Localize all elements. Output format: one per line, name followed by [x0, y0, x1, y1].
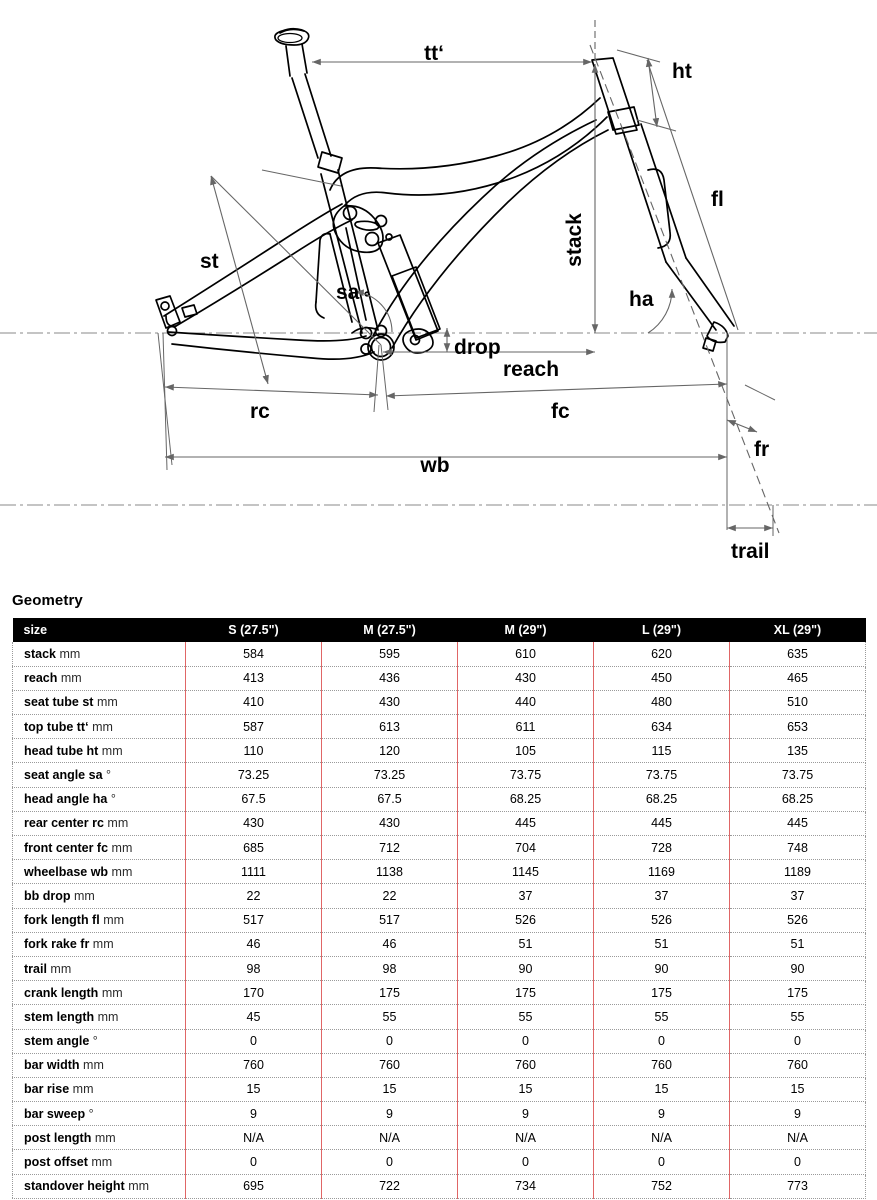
row-label [13, 1126, 186, 1150]
row-label-unit: mm [94, 1130, 116, 1145]
table-row [13, 836, 866, 860]
table-cell: 526 [458, 908, 594, 932]
table-cell: 73.75 [458, 763, 594, 787]
table-cell: 465 [730, 666, 866, 690]
table-cell: 722 [322, 1174, 458, 1198]
table-cell: 175 [594, 981, 730, 1005]
row-label-name: stem angle [24, 1034, 90, 1049]
table-cell: 115 [594, 739, 730, 763]
row-label-name: head tube ht [24, 743, 99, 758]
row-label-name: stem length [24, 1009, 95, 1024]
table-cell: 68.25 [458, 787, 594, 811]
label-reach: reach [503, 358, 560, 381]
table-cell: 55 [730, 1005, 866, 1029]
table-cell: 46 [186, 932, 322, 956]
table-cell: 695 [186, 1174, 322, 1198]
table-cell: 0 [730, 1150, 866, 1174]
table-cell: 15 [322, 1077, 458, 1101]
row-label-unit: mm [103, 913, 125, 928]
table-cell: 0 [458, 1029, 594, 1053]
row-label-name: trail [24, 961, 47, 976]
table-cell: 480 [594, 690, 730, 714]
table-cell: 653 [730, 715, 866, 739]
row-label-unit: mm [101, 743, 123, 758]
table-cell: 1111 [186, 860, 322, 884]
row-label [13, 884, 186, 908]
table-cell: 704 [458, 836, 594, 860]
row-label-unit: mm [111, 864, 133, 879]
row-label-unit: mm [91, 1155, 113, 1170]
row-label [13, 932, 186, 956]
table-cell: 120 [322, 739, 458, 763]
table-row [13, 642, 866, 666]
row-label [13, 811, 186, 835]
table-cell: 584 [186, 642, 322, 666]
table-cell: 430 [186, 811, 322, 835]
table-cell: 90 [458, 956, 594, 980]
dimension-labels [200, 42, 770, 563]
label-stack: stack [563, 213, 586, 267]
label-st: st [200, 250, 219, 273]
table-cell: 1145 [458, 860, 594, 884]
table-row [13, 1174, 866, 1198]
table-cell: 611 [458, 715, 594, 739]
table-cell: N/A [458, 1126, 594, 1150]
row-label-name: wheelbase wb [24, 864, 109, 879]
label-rc: rc [250, 400, 270, 423]
table-cell: 1169 [594, 860, 730, 884]
row-label-unit: mm [92, 719, 113, 734]
table-cell: 734 [458, 1174, 594, 1198]
column-header-l-29: L (29") [594, 618, 730, 642]
table-cell: 15 [730, 1077, 866, 1101]
table-cell: 413 [186, 666, 322, 690]
table-cell: 760 [186, 1053, 322, 1077]
row-label-unit: mm [92, 937, 114, 952]
table-header [13, 618, 866, 642]
table-cell: 9 [594, 1102, 730, 1126]
table-cell: 15 [594, 1077, 730, 1101]
label-fc: fc [551, 400, 570, 423]
table-cell: 22 [186, 884, 322, 908]
row-label [13, 715, 186, 739]
table-cell: 0 [594, 1150, 730, 1174]
table-cell: 90 [730, 956, 866, 980]
label-trail: trail [731, 540, 770, 563]
table-cell: N/A [594, 1126, 730, 1150]
row-label-name: bar width [24, 1058, 80, 1073]
row-label-name: head angle ha [24, 792, 108, 807]
table-cell: 760 [594, 1053, 730, 1077]
table-header-row [13, 618, 866, 642]
row-label [13, 1150, 186, 1174]
label-fl: fl [711, 188, 724, 211]
row-label-unit: mm [111, 840, 133, 855]
row-label-name: bar sweep [24, 1106, 86, 1121]
label-ht: ht [672, 60, 692, 83]
row-label [13, 642, 186, 666]
row-label-unit: mm [101, 985, 123, 1000]
table-cell: 517 [186, 908, 322, 932]
row-label-name: fork length fl [24, 913, 100, 928]
table-cell: 445 [730, 811, 866, 835]
diagram-centerlines [0, 333, 877, 505]
column-header-xl-29: XL (29") [730, 618, 866, 642]
table-cell: 526 [594, 908, 730, 932]
table-cell: 110 [186, 739, 322, 763]
table-row [13, 860, 866, 884]
table-cell: 51 [594, 932, 730, 956]
table-cell: 51 [730, 932, 866, 956]
row-label-name: stack [24, 646, 56, 661]
table-cell: 51 [458, 932, 594, 956]
table-row [13, 715, 866, 739]
label-tt: tt‘ [424, 42, 444, 65]
dimension-lines [158, 20, 779, 536]
table-row [13, 763, 866, 787]
table-cell: 170 [186, 981, 322, 1005]
row-label [13, 860, 186, 884]
row-label [13, 981, 186, 1005]
column-header-m-29: M (29") [458, 618, 594, 642]
row-label [13, 739, 186, 763]
table-cell: 634 [594, 715, 730, 739]
row-label-name: top tube tt‘ [24, 719, 89, 734]
table-cell: 73.25 [186, 763, 322, 787]
table-cell: 37 [594, 884, 730, 908]
row-label-name: seat angle sa [24, 768, 103, 783]
table-row [13, 1150, 866, 1174]
bike-geometry-diagram [0, 0, 877, 588]
row-label [13, 1005, 186, 1029]
table-cell: 748 [730, 836, 866, 860]
row-label [13, 1102, 186, 1126]
table-cell: 1189 [730, 860, 866, 884]
row-label-name: fork rake fr [24, 937, 90, 952]
row-label-unit: mm [128, 1179, 150, 1194]
table-row [13, 1053, 866, 1077]
table-cell: 55 [322, 1005, 458, 1029]
table-row [13, 1126, 866, 1150]
table-cell: 526 [730, 908, 866, 932]
row-label-unit: ° [106, 768, 111, 783]
table-cell: 0 [186, 1150, 322, 1174]
table-cell: 0 [186, 1029, 322, 1053]
table-cell: 445 [458, 811, 594, 835]
row-label-unit: mm [59, 646, 81, 661]
table-row [13, 981, 866, 1005]
table-cell: 105 [458, 739, 594, 763]
table-row [13, 932, 866, 956]
row-label-unit: mm [107, 816, 129, 831]
label-sa: sa [336, 281, 360, 304]
table-row [13, 811, 866, 835]
table-cell: 440 [458, 690, 594, 714]
row-label-unit: mm [96, 695, 118, 710]
row-label-unit: ° [88, 1106, 94, 1121]
table-cell: 15 [186, 1077, 322, 1101]
row-label-name: bar rise [24, 1082, 70, 1097]
table-cell: 445 [594, 811, 730, 835]
table-cell: 90 [594, 956, 730, 980]
row-label-name: post length [24, 1130, 92, 1145]
row-label-unit: mm [72, 1082, 94, 1097]
row-label-unit: mm [83, 1058, 104, 1073]
table-cell: 0 [594, 1029, 730, 1053]
row-label-unit: ° [110, 792, 116, 807]
row-label [13, 1053, 186, 1077]
table-row [13, 666, 866, 690]
row-label-name: crank length [24, 985, 99, 1000]
row-label [13, 956, 186, 980]
row-label [13, 1077, 186, 1101]
table-cell: 430 [322, 690, 458, 714]
table-cell: 0 [322, 1150, 458, 1174]
table-cell: 620 [594, 642, 730, 666]
table-cell: N/A [186, 1126, 322, 1150]
table-cell: 760 [322, 1053, 458, 1077]
table-cell: 510 [730, 690, 866, 714]
row-label-name: reach [24, 671, 58, 686]
table-cell: 9 [322, 1102, 458, 1126]
table-cell: 587 [186, 715, 322, 739]
table-cell: 0 [322, 1029, 458, 1053]
label-drop: drop [454, 336, 501, 359]
table-cell: 67.5 [322, 787, 458, 811]
table-cell: 517 [322, 908, 458, 932]
table-cell: 9 [458, 1102, 594, 1126]
table-cell: 728 [594, 836, 730, 860]
table-cell: 773 [730, 1174, 866, 1198]
table-cell: 73.75 [730, 763, 866, 787]
table-row [13, 690, 866, 714]
table-cell: 46 [322, 932, 458, 956]
table-row [13, 1005, 866, 1029]
table-row [13, 787, 866, 811]
table-cell: 613 [322, 715, 458, 739]
row-label-unit: mm [60, 671, 82, 686]
table-cell: 135 [730, 739, 866, 763]
table-row [13, 1029, 866, 1053]
table-cell: 430 [458, 666, 594, 690]
geometry-table-container [12, 618, 865, 1199]
table-cell: 22 [322, 884, 458, 908]
table-cell: 1138 [322, 860, 458, 884]
table-cell: 635 [730, 642, 866, 666]
table-cell: 0 [730, 1029, 866, 1053]
table-row [13, 884, 866, 908]
row-label-name: front center fc [24, 840, 109, 855]
table-cell: N/A [730, 1126, 866, 1150]
table-cell: 37 [458, 884, 594, 908]
table-cell: N/A [322, 1126, 458, 1150]
table-cell: 760 [730, 1053, 866, 1077]
row-label [13, 1174, 186, 1198]
table-cell: 410 [186, 690, 322, 714]
table-cell: 0 [458, 1150, 594, 1174]
row-label-name: post offset [24, 1155, 88, 1170]
table-row [13, 1077, 866, 1101]
table-cell: 685 [186, 836, 322, 860]
table-cell: 175 [458, 981, 594, 1005]
table-cell: 68.25 [730, 787, 866, 811]
table-cell: 430 [322, 811, 458, 835]
table-cell: 450 [594, 666, 730, 690]
label-wb: wb [420, 454, 450, 477]
table-cell: 98 [186, 956, 322, 980]
row-label-unit: mm [97, 1009, 119, 1024]
table-cell: 712 [322, 836, 458, 860]
label-ha: ha [629, 288, 654, 311]
table-cell: 45 [186, 1005, 322, 1029]
column-header-m-275: M (27.5") [322, 618, 458, 642]
table-cell: 98 [322, 956, 458, 980]
table-cell: 15 [458, 1077, 594, 1101]
geometry-table [12, 618, 866, 1199]
table-cell: 175 [322, 981, 458, 1005]
row-label [13, 787, 186, 811]
row-label [13, 763, 186, 787]
row-label [13, 666, 186, 690]
table-cell: 595 [322, 642, 458, 666]
table-cell: 175 [730, 981, 866, 1005]
table-cell: 37 [730, 884, 866, 908]
column-header-size: size [13, 618, 186, 642]
row-label-name: rear center rc [24, 816, 104, 831]
table-cell: 73.25 [322, 763, 458, 787]
table-body [13, 642, 866, 1198]
table-row [13, 956, 866, 980]
table-row [13, 739, 866, 763]
row-label-name: seat tube st [24, 695, 94, 710]
row-label-name: standover height [24, 1179, 125, 1194]
label-fr: fr [754, 438, 770, 461]
table-cell: 67.5 [186, 787, 322, 811]
row-label-unit: ° [92, 1034, 98, 1049]
table-cell: 9 [186, 1102, 322, 1126]
table-cell: 55 [594, 1005, 730, 1029]
table-cell: 68.25 [594, 787, 730, 811]
section-title: Geometry [12, 592, 83, 609]
row-label-unit: mm [74, 888, 95, 903]
row-label [13, 836, 186, 860]
table-row [13, 908, 866, 932]
table-cell: 55 [458, 1005, 594, 1029]
row-label [13, 908, 186, 932]
table-cell: 9 [730, 1102, 866, 1126]
table-cell: 436 [322, 666, 458, 690]
table-cell: 760 [458, 1053, 594, 1077]
table-cell: 73.75 [594, 763, 730, 787]
row-label [13, 1029, 186, 1053]
table-row [13, 1102, 866, 1126]
row-label-name: bb drop [24, 888, 71, 903]
table-cell: 752 [594, 1174, 730, 1198]
table-cell: 610 [458, 642, 594, 666]
row-label-unit: mm [50, 961, 72, 976]
column-header-s-275: S (27.5") [186, 618, 322, 642]
row-label [13, 690, 186, 714]
